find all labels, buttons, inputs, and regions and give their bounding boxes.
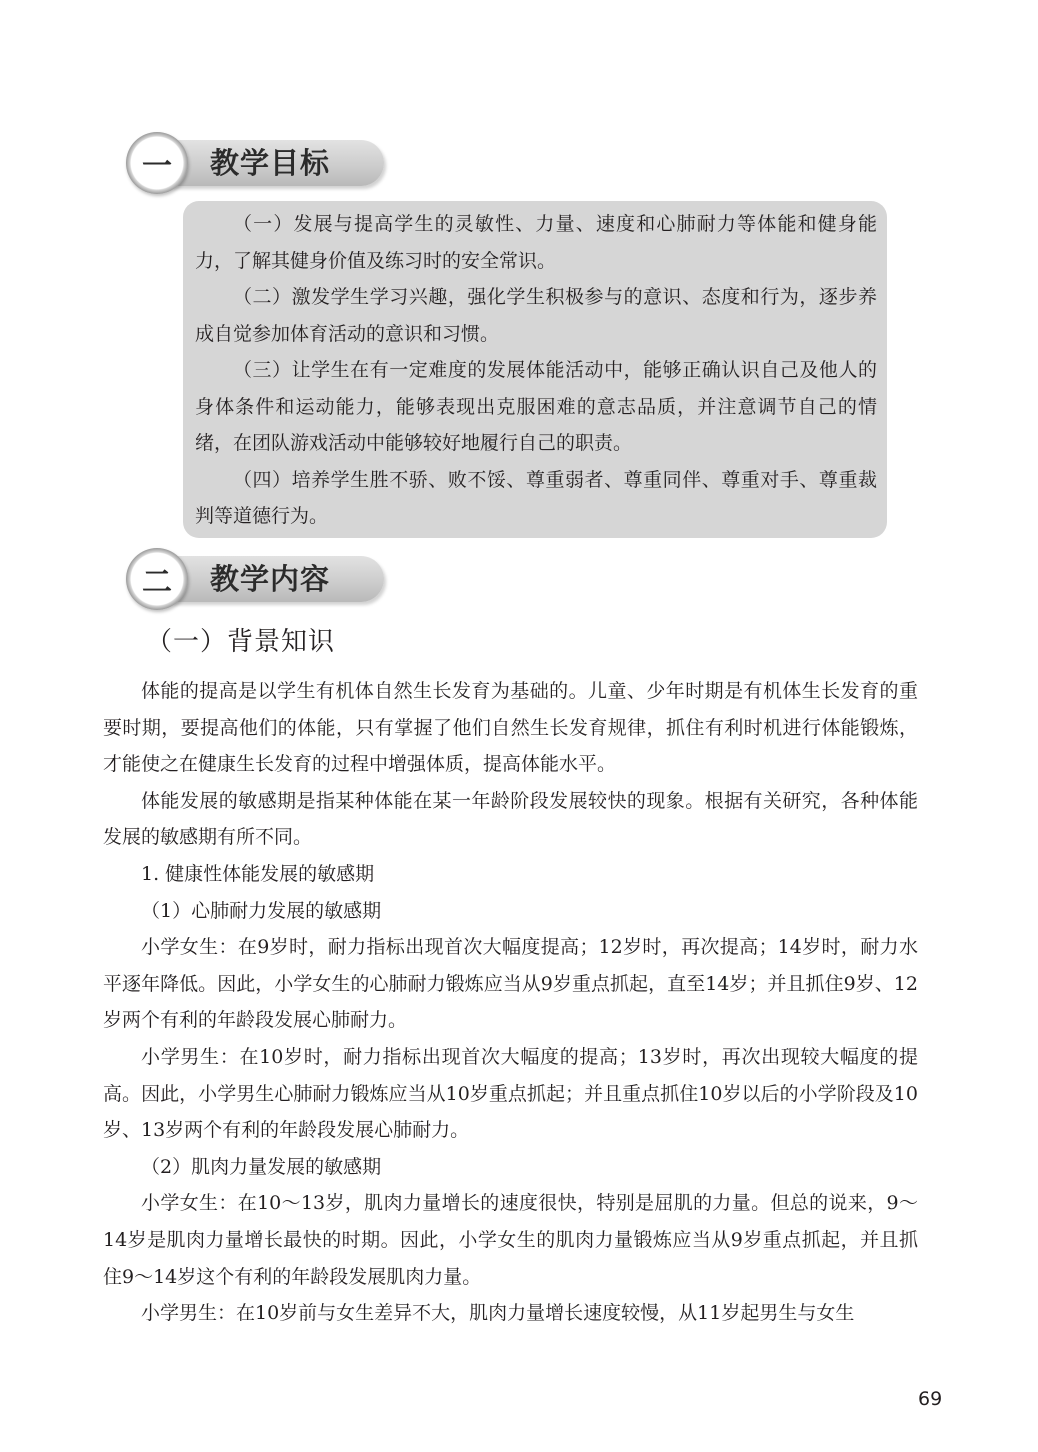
section-title: 教学目标 xyxy=(210,146,331,180)
page-number: 69 xyxy=(918,1388,943,1410)
paragraph: 小学男生：在10岁时，耐力指标出现首次大幅度的提高；13岁时，再次出现较大幅度的提高。因此，小学男生心肺耐力锻炼应当从10岁重点抓起；并且重点抓住10岁以后的小学阶段及10岁、13岁两个有利的年龄段发展心肺耐力。 xyxy=(103,1045,918,1142)
paragraph: 体能发展的敏感期是指某种体能在某一年龄阶段发展较快的现象。根据有关研究，各种体能发展的敏感期有所不同。 xyxy=(103,789,918,849)
goal-item: （二）激发学生学习兴趣，强化学生积极参与的意识、态度和行为，逐步养成自觉参加体育活动的意识和习惯。 xyxy=(195,286,877,345)
goal-item: （一）发展与提高学生的灵敏性、力量、速度和心肺耐力等体能和健身能力，了解其健身价值及练习时的安全常识。 xyxy=(195,213,877,272)
goal-item: （三）让学生在有一定难度的发展体能活动中，能够正确认识自己及他人的身体条件和运动能力，能够表现出克服困难的意志品质，并注意调节自己的情绪，在团队游戏活动中能够较好地履行自己的职责。 xyxy=(195,359,877,454)
teaching-goals-box xyxy=(183,201,887,538)
section-title: 教学内容 xyxy=(210,562,331,596)
section-number: 一 xyxy=(142,149,172,184)
numbered-subheading: （2）肌肉力量发展的敏感期 xyxy=(141,1155,382,1178)
paragraph: 体能的提高是以学生有机体自然生长发育为基础的。儿童、少年时期是有机体生长发育的重要时期，要提高他们的体能，只有掌握了他们自然生长发育规律，抓住有利时机进行体能锻炼，才能使之在健康生长发育的过程中增强体质，提高体能水平。 xyxy=(103,680,918,776)
section-number-badge xyxy=(126,132,188,194)
paragraph: 小学女生：在10～13岁，肌肉力量增长的速度很快，特别是屈肌的力量。但总的说来，9～14岁是肌肉力量增长最快的时期。因此，小学女生的肌肉力量锻炼应当从9岁重点抓起，并且抓住9～14岁这个有利的年龄段发展肌肉力量。 xyxy=(103,1192,918,1288)
section-header-content xyxy=(126,548,384,612)
subsection-heading: （一）背景知识 xyxy=(146,627,336,657)
numbered-heading: 1. 健康性体能发展的敏感期 xyxy=(141,862,375,885)
paragraph: 小学男生：在10岁前与女生差异不大，肌肉力量增长速度较慢，从11岁起男生与女生 xyxy=(141,1302,855,1325)
section-number: 二 xyxy=(142,565,172,600)
section-number-badge xyxy=(126,548,188,610)
body-text xyxy=(103,673,918,1332)
goal-item: （四）培养学生胜不骄、败不馁、尊重弱者、尊重同伴、尊重对手、尊重裁判等道德行为。 xyxy=(195,468,877,527)
section-header-goals xyxy=(126,132,384,196)
paragraph: 小学女生：在9岁时，耐力指标出现首次大幅度提高；12岁时，再次提高；14岁时，耐力水平逐年降低。因此，小学女生的心肺耐力锻炼应当从9岁重点抓起，直至14岁；并且抓住9岁、12岁两个有利的年龄段发展心肺耐力。 xyxy=(103,936,918,1032)
numbered-subheading: （1）心肺耐力发展的敏感期 xyxy=(141,899,382,922)
